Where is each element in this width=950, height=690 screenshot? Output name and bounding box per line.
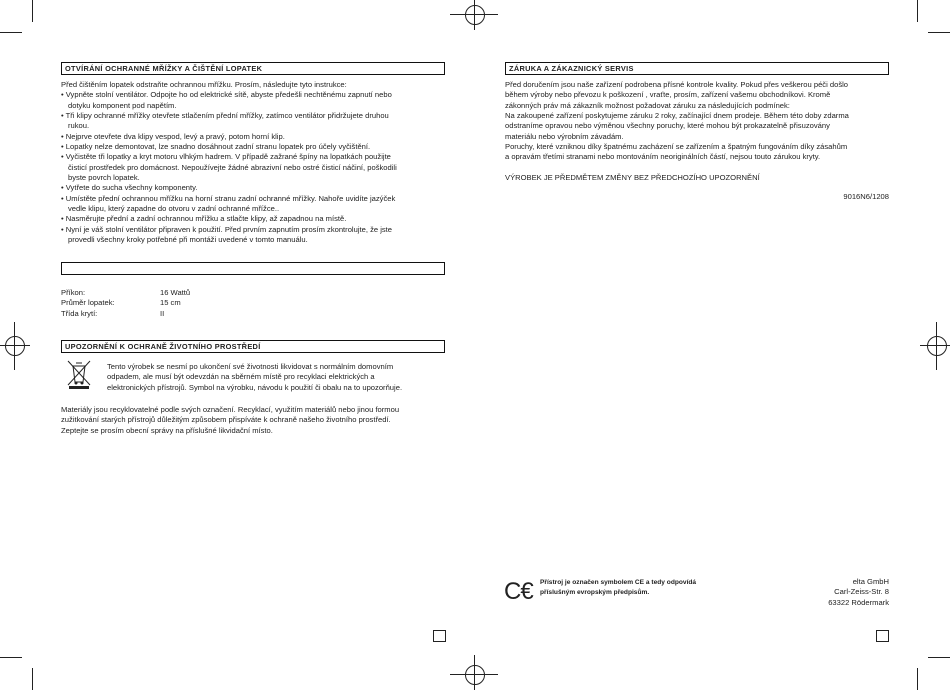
page-number-box: [876, 630, 889, 642]
registration-mark: [465, 5, 485, 25]
spec-labels: Příkon: Průměr lopatek: Třída krytí:: [61, 288, 115, 318]
empty-heading-box: [61, 262, 445, 275]
registration-mark: [5, 336, 25, 356]
change-notice: VÝROBEK JE PŘEDMĚTEM ZMĚNY BEZ PŘEDCHOZÍHO UPOZORNĚNÍ: [505, 173, 760, 182]
section-heading-warranty: ZÁRUKA A ZÁKAZNICKÝ SERVIS: [505, 62, 889, 75]
weee-notice: Tento výrobek se nesmí po ukončení své životnosti likvidovat s normálním domovním odpadem, ale musí být odevzdán na sběrném místě pro recyklaci elektrických a elektronických přístrojů. Symbol na výrobku, návodu k použití či obalu na to upozorňuje.: [107, 362, 403, 392]
registration-mark: [927, 336, 947, 356]
page-number-box: [433, 630, 446, 642]
ce-mark-logo: C€: [504, 578, 533, 605]
spec-values: 16 Wattů 15 cm II: [160, 288, 191, 318]
recycling-text: Materiály jsou recyklovatelné podle svých označení. Recyklací, využitím materiálů nebo jinou formou zužitkování starých přístrojů důležitým způsobem přispíváte k ochraně našeho životního prostředí. Zeptejte se prosím obecní správy na příslušné likvidační místo.: [61, 405, 400, 435]
manufacturer-address: elta GmbH Carl-Zeiss-Str. 8 63322 Rödermark: [828, 577, 889, 607]
warranty-text: Před doručením jsou naše zařízení podrobena přísné kontrole kvality. Pokud přes veškerou péči došlo během výroby nebo převozu k poškození , vraťte, prosím, zařízení vašemu obchodníkovi. Kromě zákonných práv má zákazník možnost požadovat záruku za následujících podmínek: Na zakoupené zařízení poskytujeme záruku 2 roky, začínající dnem prodeje. Během této doby zdarma odstraníme opravou nebo výměnou všechny poruchy, které mohou být prokazatelně přisuzovány materiálu nebo výrobním závadám. Poruchy, které vzniknou díky špatnému zacházení se zařízením a špatným fungováním díky zásahům a opravám třetími stranami nebo montováním neoriginálních částí, nejsou touto zárukou kryty.: [505, 80, 849, 162]
weee-bin-icon: [66, 360, 92, 390]
section-heading-cleaning: OTVÍRÁNÍ OCHRANNÉ MŘÍŽKY A ČIŠTĚNÍ LOPATEK: [61, 62, 445, 75]
section-heading-environment: UPOZORNĚNÍ K OCHRANĚ ŽIVOTNÍHO PROSTŘEDÍ: [61, 340, 445, 353]
ce-statement: Přístroj je označen symbolem CE a tedy odpovídá příslušným evropským předpisům.: [540, 579, 697, 596]
cleaning-instructions: Před čištěním lopatek odstraňte ochrannou mřížku. Prosím, následujte tyto instrukce: • Vypněte stolní ventilátor. Odpojte ho od elektrické sítě, abyste předešli nechtěnému zapnutí nebo dotyku komponent pod napětím. • Tři klipy ochranné mřížky otevřete stlačením přední mřížky, zatímco ventilátor přidržujete druhou rukou. • Nejprve otevřete dva klipy vespod, levý a pravý, potom horní klip. • Lopatky nelze demontovat, lze snadno dosáhnout zadní stranu lopatek pro účely vyčištění. • Vyčistěte tři lopatky a kryt motoru vlhkým hadrem. V případě zažrané špíny na lopatkách použijte čisticí prostředek pro domácnost. Nepoužívejte žádné abrazivní nebo ostré čisticí náčiní, poškodili byste povrch lopatek. • Vytřete do sucha všechny komponenty. • Umístěte přední ochrannou mřížku na horní stranu zadní ochranné mřížky. Nahoře uvidíte jazýček vedle klipu, který zapadne do otvoru v zadní ochranné mřížce.. • Nasměrujte přední a zadní ochrannou mřížku a stlačte klipy, až zapadnou na místě. • Nyní je váš stolní ventilátor připraven k použití. Před prvním zapnutím prosím zkontrolujte, že jste provedli všechny kroky potřebné při montáži uvedené v tomto manuálu.: [61, 80, 397, 245]
registration-mark: [465, 665, 485, 685]
product-code: 9016N6/1208: [843, 192, 889, 201]
